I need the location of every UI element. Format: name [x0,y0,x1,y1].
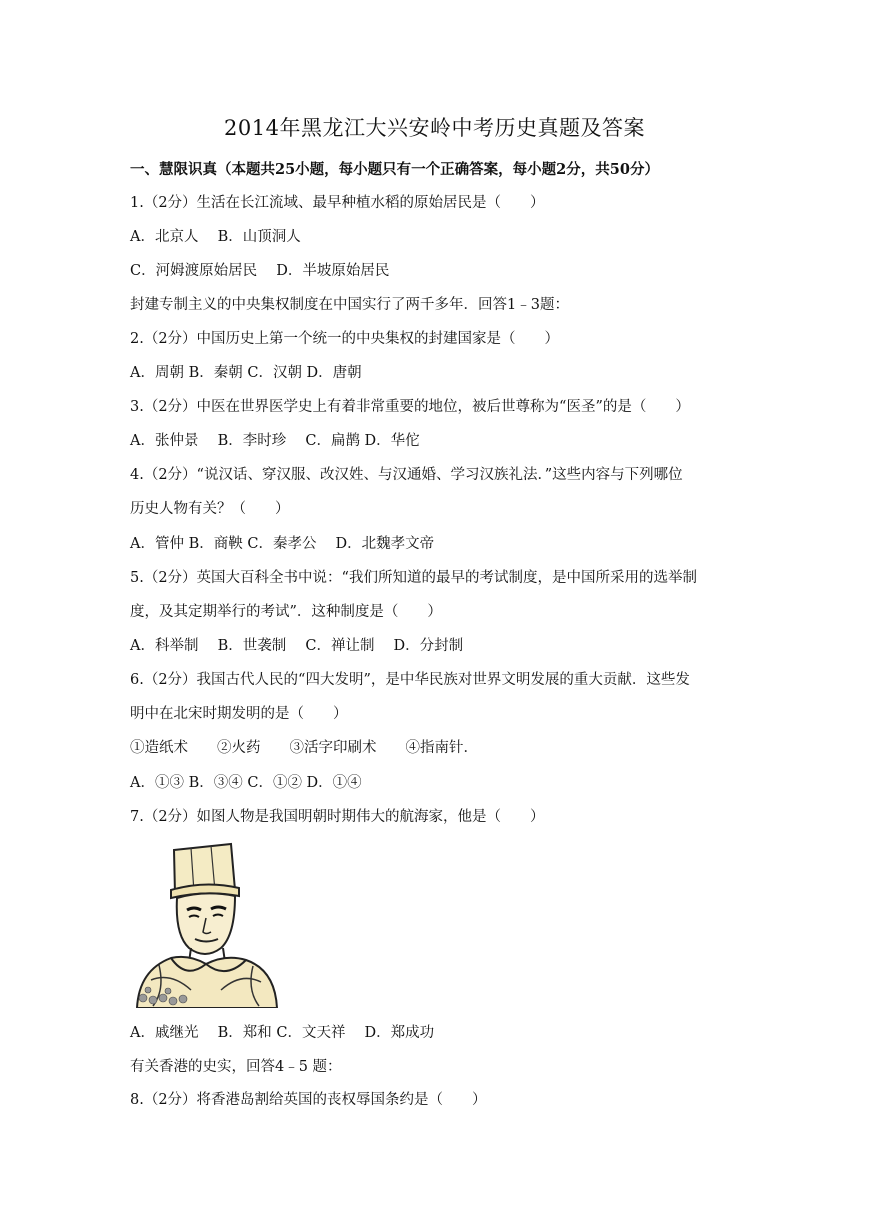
question-7-options: A．戚继光 B．郑和 C．文天祥 D．郑成功 [130,1025,435,1041]
question-1-options-cd: C．河姆渡原始居民 D．半坡原始居民 [130,263,390,279]
question-5-options: A．科举制 B．世袭制 C．禅让制 D．分封制 [130,638,464,654]
navigator-portrait-illustration [131,840,281,1008]
question-6-items: ①造纸术 ②火药 ③活字印刷术 ④指南针． [130,740,478,756]
question-3-options: A．张仲景 B．李时珍 C．扁鹊 D．华佗 [130,433,420,449]
question-6: 6.（2分）我国古代人民的“四大发明”，是中华民族对世界文明发展的重大贡献．这些发 [130,672,690,688]
question-4-continued: 历史人物有关？（ ） [130,501,290,517]
question-8: 8.（2分）将香港岛割给英国的丧权辱国条约是（ ） [130,1092,487,1108]
question-5-continued: 度，及其定期举行的考试”．这种制度是（ ） [130,604,442,620]
question-7: 7.（2分）如图人物是我国明朝时期伟大的航海家，他是（ ） [130,809,545,825]
question-4-options: A．管仲 B．商鞅 C．秦孝公 D．北魏孝文帝 [130,536,435,552]
intro-hong-kong: 有关香港的史实，回答4﹣5 题： [130,1059,342,1075]
page-title: 2014年黑龙江大兴安岭中考历史真题及答案 [224,116,645,140]
question-2-options: A．周朝 B．秦朝 C．汉朝 D．唐朝 [130,365,362,381]
question-6-options: A．①③ B．③④ C．①② D．①④ [130,775,362,791]
question-5: 5.（2分）英国大百科全书中说：“我们所知道的最早的考试制度，是中国所采用的选举制 [130,570,697,586]
question-2: 2.（2分）中国历史上第一个统一的中央集权的封建国家是（ ） [130,331,560,347]
question-6-continued: 明中在北宋时期发明的是（ ） [130,706,348,722]
section-heading: 一、慧限识真（本题共25小题，每小题只有一个正确答案，每小题2分，共50分） [130,161,659,178]
intro-text: 封建专制主义的中央集权制度在中国实行了两千多年．回答1﹣3题： [130,297,569,313]
question-3: 3.（2分）中医在世界医学史上有着非常重要的地位，被后世尊称为“医圣”的是（ ） [130,399,690,415]
question-4: 4.（2分）“说汉话、穿汉服、改汉姓、与汉通婚、学习汉族礼法．”这些内容与下列哪位 [130,467,683,483]
question-1: 1.（2分）生活在长江流域、最早种植水稻的原始居民是（ ） [130,195,545,211]
question-1-options-ab: A．北京人 B．山顶洞人 [130,229,301,245]
